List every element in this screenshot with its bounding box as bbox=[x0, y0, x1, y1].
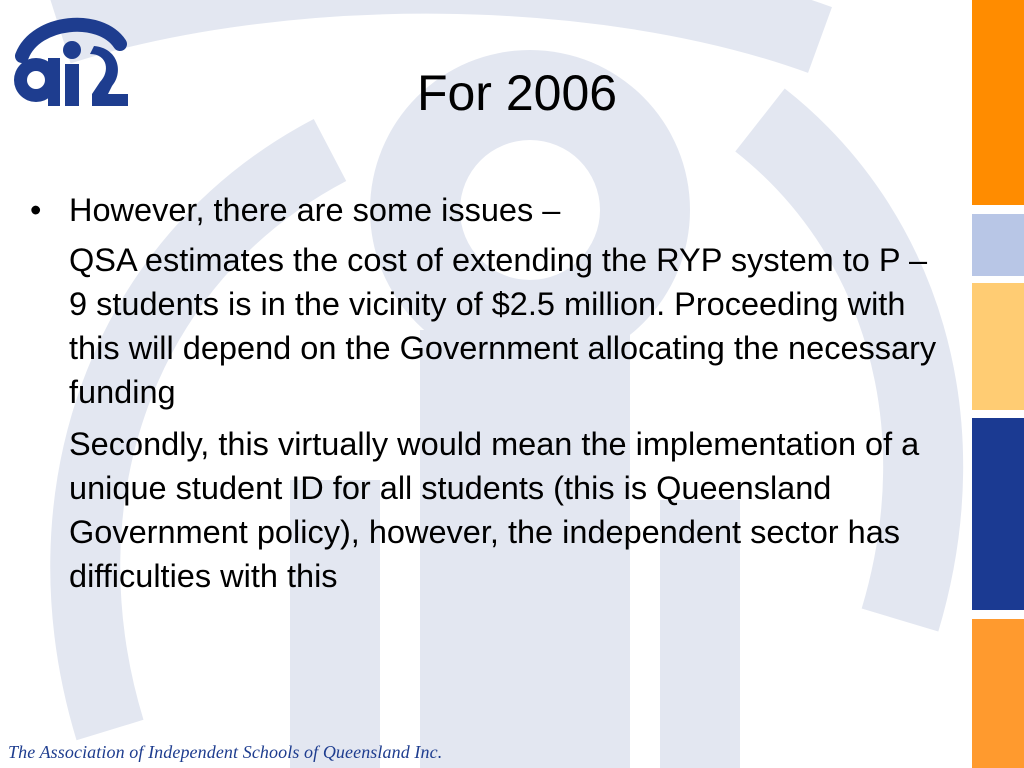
stripe-light-orange bbox=[972, 283, 1024, 410]
footer-organization: The Association of Independent Schools of Queensland Inc. bbox=[8, 742, 443, 762]
bullet-dot-icon: • bbox=[30, 192, 42, 228]
stripe-light-blue bbox=[972, 214, 1024, 276]
bullet-text: However, there are some issues – bbox=[69, 192, 561, 228]
slide-title: For 2006 bbox=[416, 65, 618, 121]
paragraph-cost: QSA estimates the cost of extending the RYP system to P – 9 students is in the vicinity of $2.5 million. Proceeding with this will depend on the Government allocating the necessary funding bbox=[69, 242, 937, 410]
paragraph-student-id: Secondly, this virtually would mean the implementation of a unique student ID for all students (this is Queensland Government policy), however, the independent sector has difficulties with this bbox=[69, 426, 920, 594]
stripe-orange-bottom bbox=[972, 619, 1024, 768]
stripe-dark-blue bbox=[972, 418, 1024, 610]
slide-content bbox=[30, 188, 950, 598]
bullet-item bbox=[30, 188, 950, 232]
